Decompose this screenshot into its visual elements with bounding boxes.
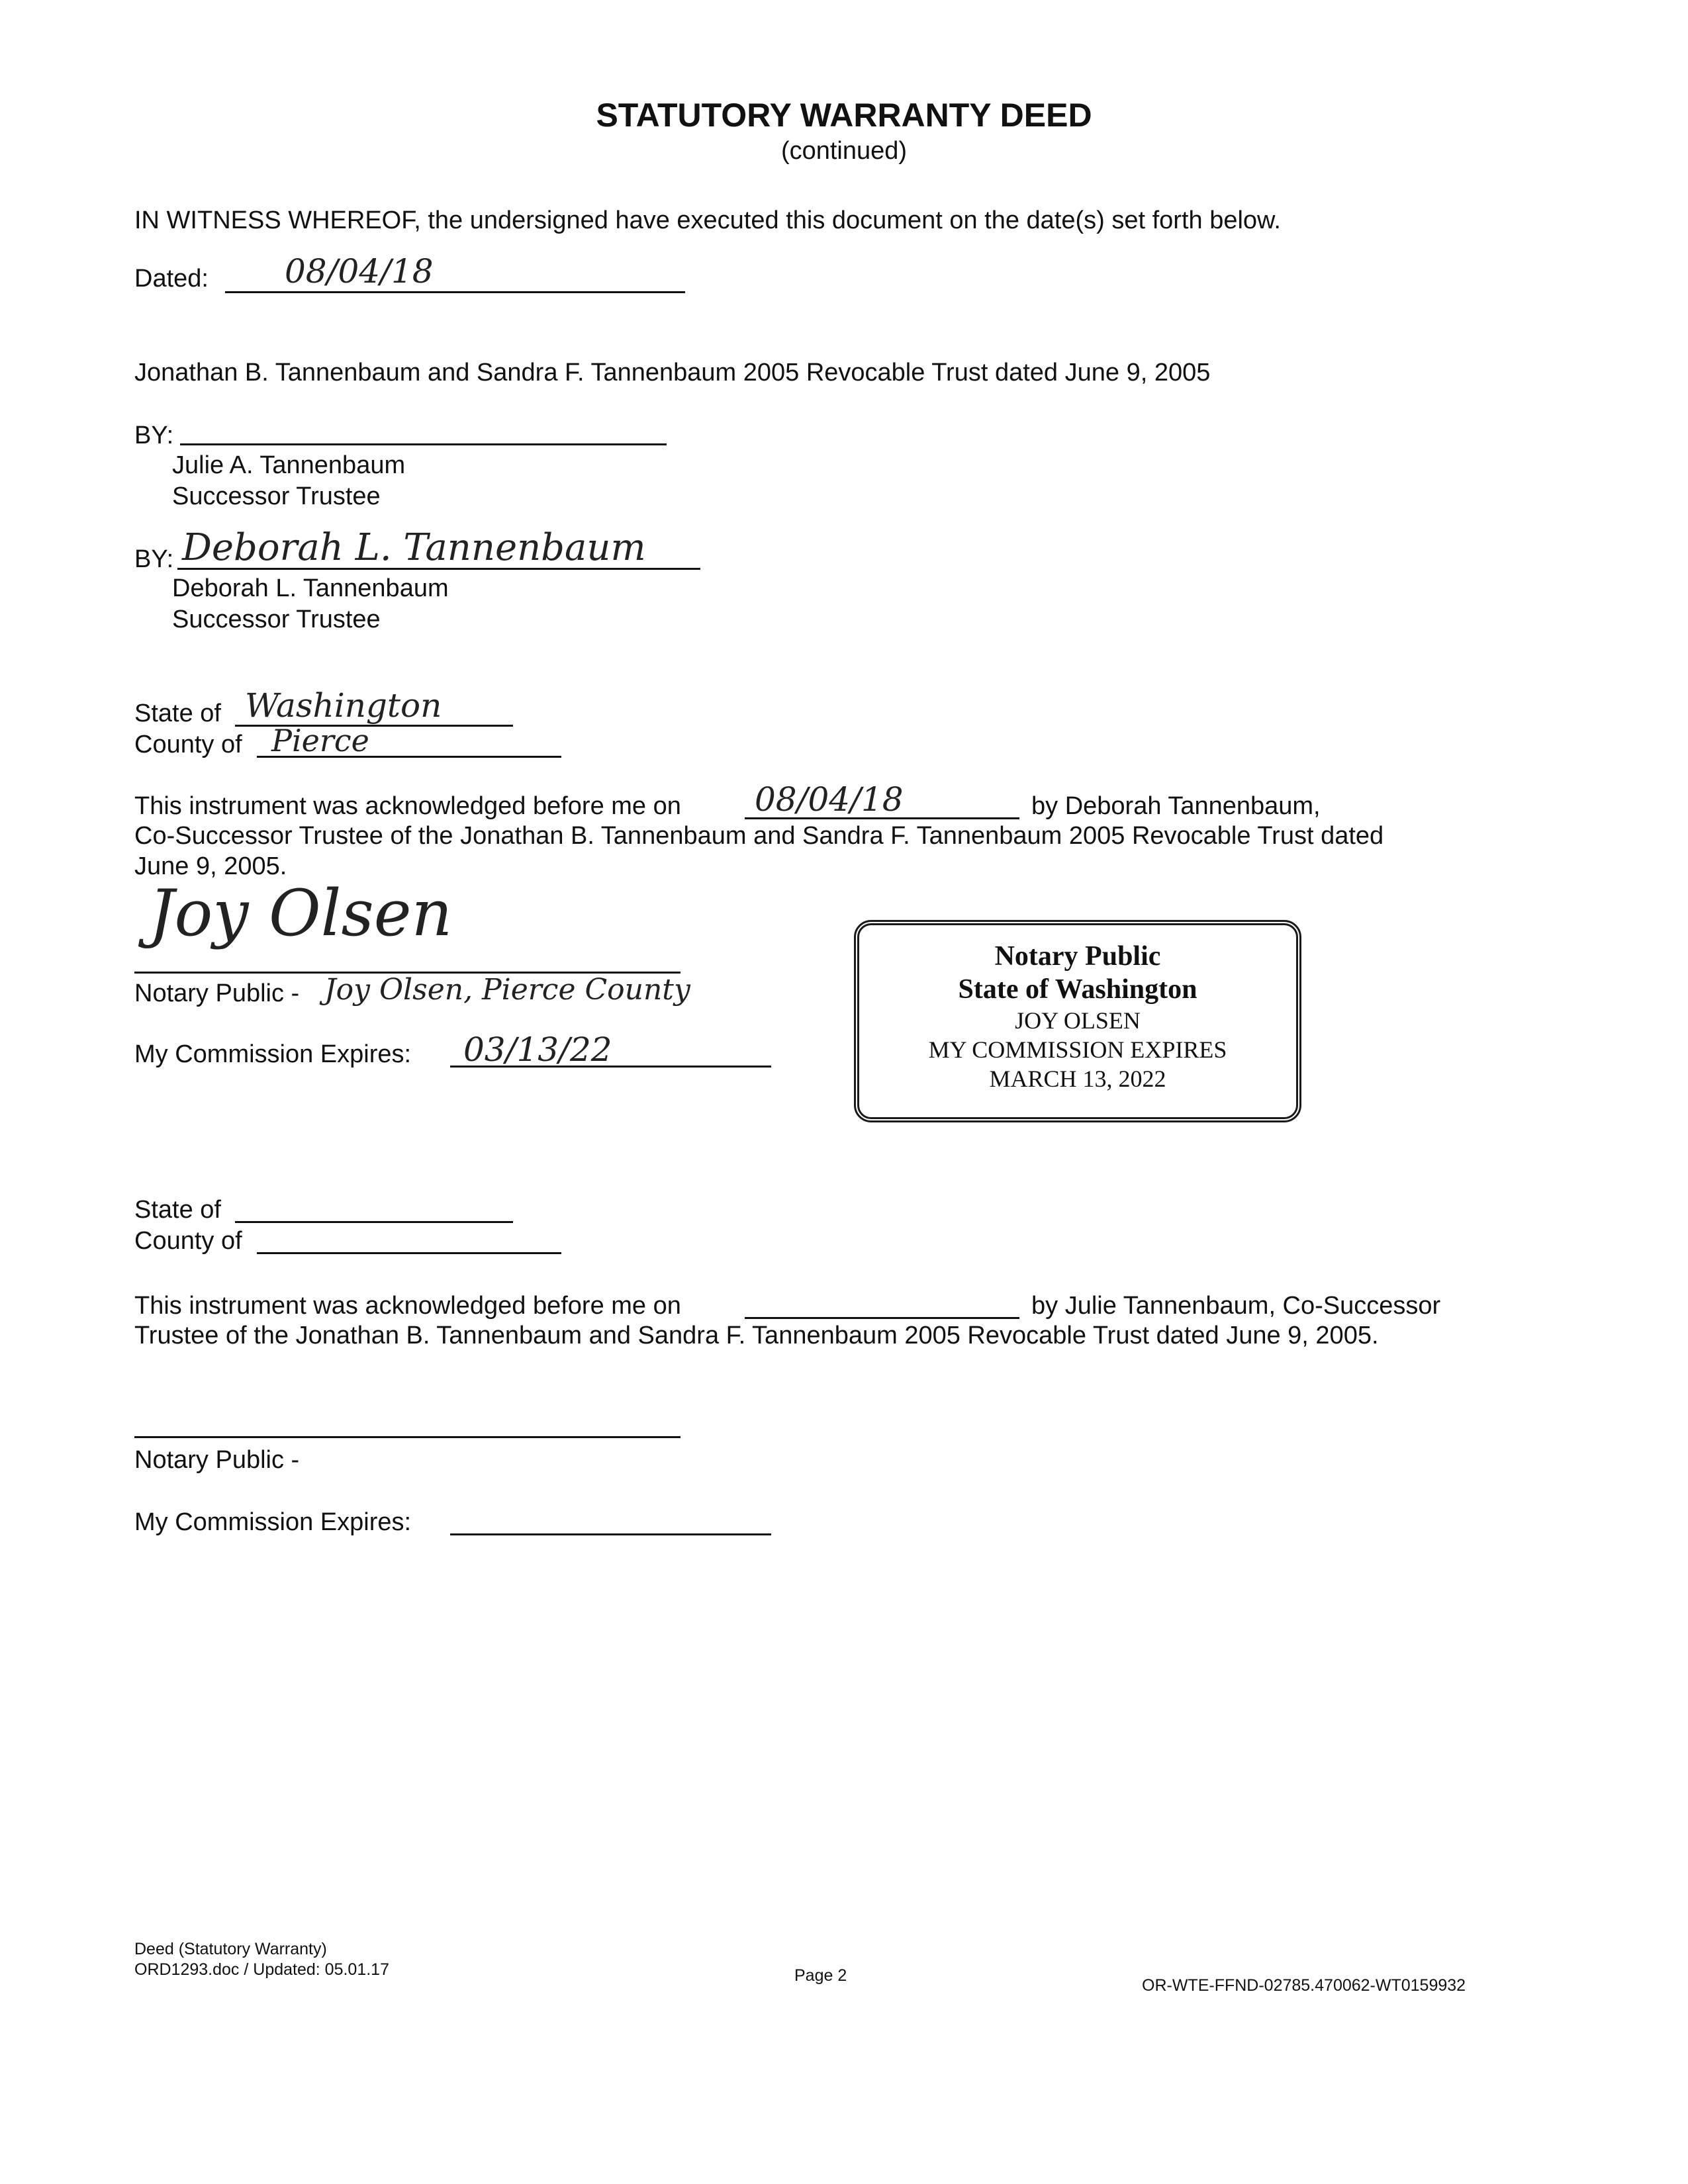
ack1-date-value: 08/04/18	[755, 780, 904, 819]
stamp-line-5: MARCH 13, 2022	[989, 1066, 1166, 1092]
notary-stamp	[854, 920, 1301, 1122]
ack1-notary-label: Notary Public -	[134, 979, 300, 1007]
signer-2-signature: Deborah L. Tannenbaum	[182, 526, 646, 569]
notary-signature: Joy Olsen	[149, 876, 453, 950]
signer-1-name: Julie A. Tannenbaum	[172, 451, 406, 479]
ack2-notary-line	[134, 1436, 680, 1438]
document-title: STATUTORY WARRANTY DEED	[596, 97, 1092, 134]
signer-2-by-label: BY:	[134, 545, 174, 573]
stamp-line-2: State of Washington	[958, 974, 1197, 1005]
ack1-commission-label: My Commission Expires:	[134, 1040, 412, 1068]
ack1-text-a: This instrument was acknowledged before me on	[134, 792, 681, 820]
ack2-text-a: This instrument was acknowledged before me on	[134, 1292, 681, 1320]
signer-2-title: Successor Trustee	[172, 606, 381, 633]
ack1-county-value: Pierce	[271, 723, 369, 758]
ack2-notary-label: Notary Public -	[134, 1446, 300, 1474]
ack2-state-label: State of	[134, 1196, 221, 1224]
ack1-commission-value: 03/13/22	[463, 1030, 612, 1069]
witness-statement: IN WITNESS WHEREOF, the undersigned have executed this document on the date(s) set forth below.	[134, 206, 1281, 234]
stamp-line-4: MY COMMISSION EXPIRES	[928, 1036, 1227, 1063]
ack1-notary-value: Joy Olsen, Pierce County	[324, 973, 690, 1007]
ack1-text-b: by Deborah Tannenbaum,	[1031, 792, 1321, 820]
footer-page-number: Page 2	[794, 1966, 847, 1985]
signer-1-title: Successor Trustee	[172, 482, 381, 510]
dated-value: 08/04/18	[285, 252, 434, 291]
ack2-commission-line	[450, 1533, 771, 1535]
ack2-text-c: Trustee of the Jonathan B. Tannenbaum and Sandra F. Tannenbaum 2005 Revocable Trust dated June 9, 2005.	[134, 1322, 1379, 1349]
signer-1-signature-line	[180, 443, 667, 445]
stamp-line-3: JOY OLSEN	[1015, 1007, 1141, 1034]
ack1-text-d: June 9, 2005.	[134, 852, 287, 880]
ack1-text-c: Co-Successor Trustee of the Jonathan B. Tannenbaum and Sandra F. Tannenbaum 2005 Revocable Trust dated	[134, 822, 1384, 850]
signer-2-name: Deborah L. Tannenbaum	[172, 574, 449, 602]
footer-reference: OR-WTE-FFND-02785.470062-WT0159932	[1142, 1976, 1466, 1995]
ack1-county-label: County of	[134, 731, 242, 758]
signer-1-by-label: BY:	[134, 422, 174, 449]
dated-label: Dated:	[134, 265, 209, 293]
document-subtitle: (continued)	[780, 137, 908, 165]
ack2-county-label: County of	[134, 1227, 242, 1255]
ack2-text-b: by Julie Tannenbaum, Co-Successor	[1031, 1292, 1441, 1320]
footer-form-name: Deed (Statutory Warranty)	[134, 1940, 327, 1958]
ack2-state-line	[235, 1221, 513, 1223]
footer-form-version: ORD1293.doc / Updated: 05.01.17	[134, 1960, 389, 1979]
trust-name: Jonathan B. Tannenbaum and Sandra F. Tannenbaum 2005 Revocable Trust dated June 9, 2005	[134, 359, 1211, 387]
ack2-county-line	[257, 1252, 561, 1254]
ack1-state-value: Washington	[245, 686, 442, 725]
ack2-date-line	[745, 1317, 1019, 1319]
stamp-line-1: Notary Public	[994, 941, 1161, 972]
dated-line	[225, 291, 685, 293]
ack1-state-label: State of	[134, 700, 221, 727]
ack2-commission-label: My Commission Expires:	[134, 1508, 412, 1536]
